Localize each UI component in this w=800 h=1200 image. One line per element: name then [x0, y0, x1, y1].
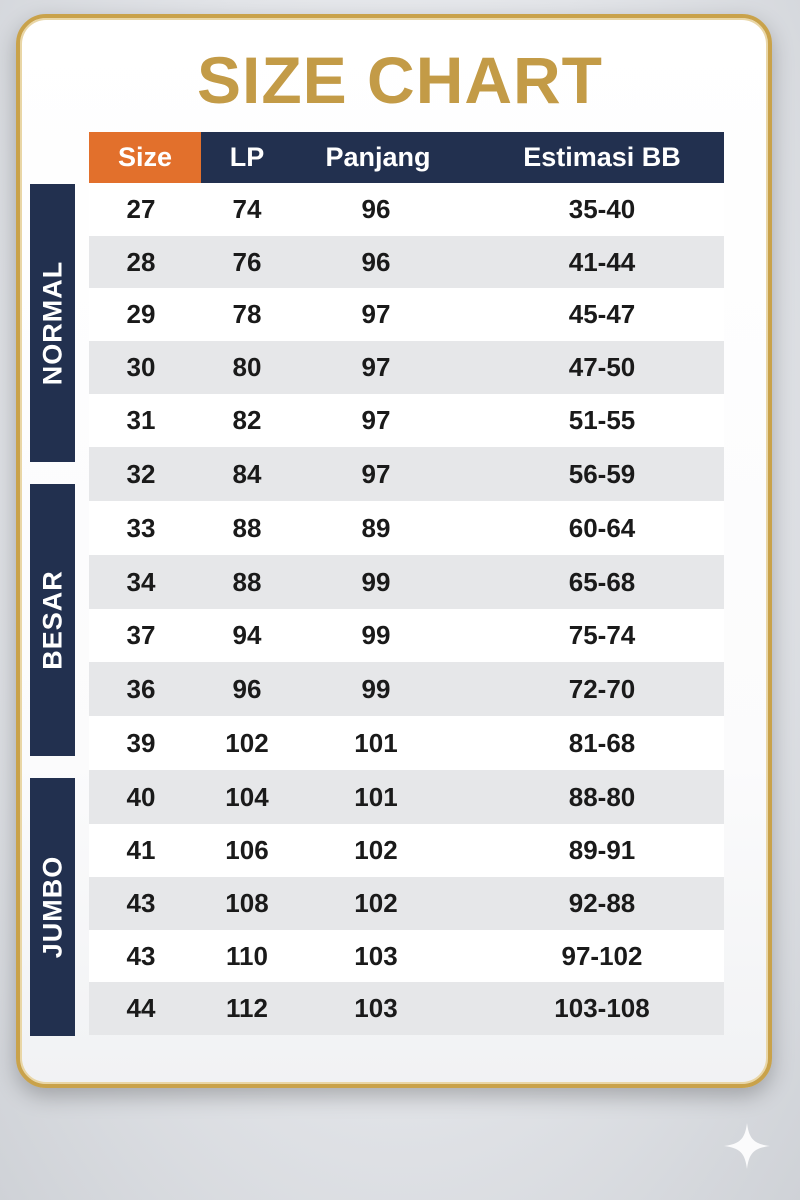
size-cell: 43: [126, 888, 156, 918]
table-row: [89, 877, 724, 930]
estimasi-bb-cell: 88-80: [568, 781, 636, 812]
lp-cell: 94: [232, 620, 262, 650]
estimasi-bb-cell: 45-47: [568, 299, 636, 329]
lp-cell: 112: [226, 993, 268, 1023]
panjang-cell: 96: [361, 194, 391, 224]
table-row: [89, 288, 724, 341]
table-row: [89, 394, 724, 447]
panjang-cell: 97: [361, 352, 391, 382]
table-row: [89, 236, 724, 288]
lp-cell: 104: [225, 781, 269, 812]
panjang-cell: 97: [361, 405, 391, 435]
size-cell: 37: [126, 620, 156, 650]
estimasi-bb-cell: 41-44: [568, 246, 636, 277]
estimasi-bb-cell: 89-91: [568, 835, 636, 865]
lp-cell: 84: [232, 458, 262, 489]
estimasi-bb-cell: 35-40: [568, 194, 636, 224]
panjang-cell: 96: [361, 246, 391, 277]
estimasi-bb-cell: 75-74: [568, 620, 636, 650]
lp-cell: 82: [232, 405, 262, 435]
size-table-body: [89, 183, 724, 1035]
panjang-cell: 102: [354, 835, 398, 865]
size-cell: 31: [126, 405, 156, 435]
size-cell: 44: [126, 993, 156, 1023]
size-cell: 43: [126, 940, 156, 971]
size-cell: 39: [126, 727, 156, 758]
estimasi-bb-cell: 103-108: [554, 993, 650, 1023]
lp-cell: 88: [232, 566, 262, 597]
lp-cell: 102: [225, 727, 269, 758]
table-row: [89, 716, 724, 770]
estimasi-bb-cell: 51-55: [568, 405, 636, 435]
panjang-cell: 99: [361, 620, 391, 650]
table-header: [89, 132, 724, 183]
panjang-cell: 97: [361, 458, 391, 489]
panjang-cell: 101: [354, 781, 398, 812]
panjang-cell: 103: [354, 993, 398, 1023]
group-label-text: NORMAL: [37, 260, 67, 386]
lp-cell: 78: [232, 299, 262, 329]
estimasi-bb-cell: 97-102: [561, 940, 643, 971]
table-row: [89, 341, 724, 394]
header-lp: LP: [229, 142, 265, 172]
table-row: [89, 555, 724, 609]
sparkle-icon: [722, 1121, 772, 1171]
table-row: [89, 501, 724, 555]
page-title: SIZE CHART: [197, 43, 603, 117]
estimasi-bb-cell: 92-88: [568, 888, 636, 918]
panjang-cell: 101: [354, 727, 398, 758]
table-row: [89, 770, 724, 824]
panjang-cell: 102: [354, 888, 398, 918]
size-cell: 28: [126, 246, 156, 277]
header-panjang: Panjang: [325, 142, 431, 172]
lp-cell: 74: [232, 194, 262, 224]
lp-cell: 88: [232, 512, 262, 543]
size-cell: 34: [126, 566, 156, 597]
size-cell: 36: [126, 673, 156, 704]
header-size: Size: [89, 132, 201, 183]
lp-cell: 108: [225, 888, 269, 918]
lp-cell: 106: [225, 835, 269, 865]
header-estimasi-bb: Estimasi BB: [523, 142, 681, 172]
table-row: [89, 824, 724, 877]
panjang-cell: 97: [361, 299, 391, 329]
estimasi-bb-cell: 65-68: [568, 566, 636, 597]
group-label-jumbo: [30, 778, 75, 1036]
estimasi-bb-cell: 81-68: [568, 727, 636, 758]
size-cell: 27: [126, 194, 156, 224]
estimasi-bb-cell: 56-59: [568, 458, 636, 489]
group-label-normal: [30, 184, 75, 462]
panjang-cell: 99: [361, 673, 391, 704]
size-cell: 41: [126, 835, 156, 865]
table-row: [89, 982, 724, 1035]
panjang-cell: 103: [354, 940, 398, 971]
table-row: [89, 183, 724, 236]
table-row: [89, 609, 724, 662]
table-row: [89, 447, 724, 501]
lp-cell: 76: [232, 246, 262, 277]
lp-cell: 96: [232, 673, 262, 704]
estimasi-bb-cell: 47-50: [568, 352, 636, 382]
size-cell: 29: [126, 299, 156, 329]
estimasi-bb-cell: 72-70: [568, 673, 636, 704]
estimasi-bb-cell: 60-64: [568, 512, 636, 543]
group-label-besar: [30, 484, 75, 756]
size-cell: 32: [126, 458, 156, 489]
lp-cell: 80: [232, 352, 262, 382]
table-row: [89, 930, 724, 982]
size-cell: 40: [126, 781, 156, 812]
lp-cell: 110: [226, 940, 268, 971]
table-row: [89, 662, 724, 716]
panjang-cell: 89: [361, 512, 391, 543]
size-cell: 33: [126, 512, 156, 543]
size-cell: 30: [126, 352, 156, 382]
panjang-cell: 99: [361, 566, 391, 597]
group-label-text: BESAR: [37, 570, 67, 670]
group-label-text: JUMBO: [37, 855, 67, 959]
